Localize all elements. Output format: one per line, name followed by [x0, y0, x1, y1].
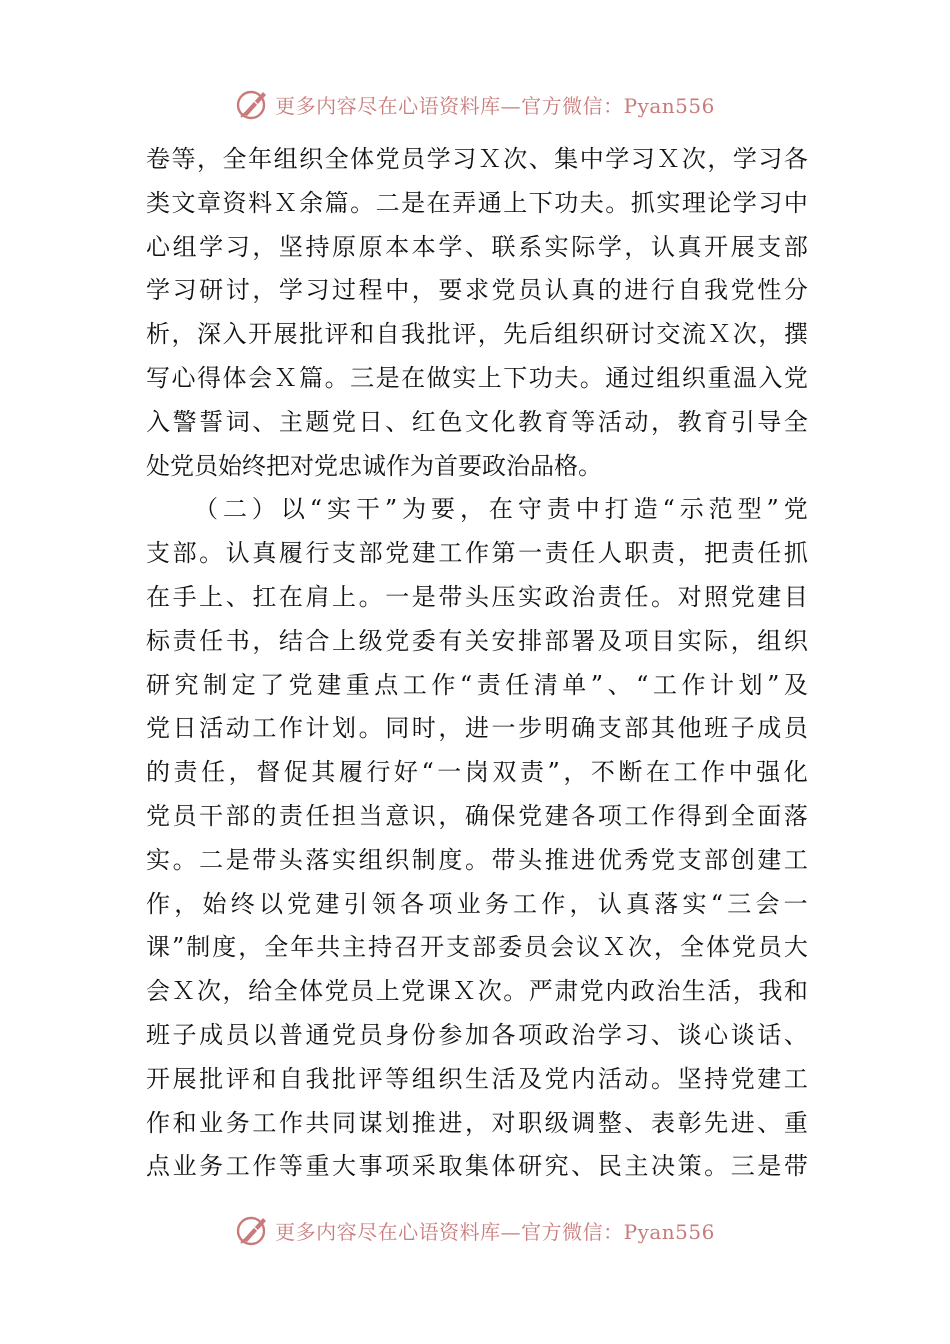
text-line: （ 二 ） 以 “ 实 干 ” 为 要 ， 在 守 责 中 打 造 “ 示 范 型 ” 党 — [194, 495, 808, 524]
quill-pen-logo-icon — [235, 1212, 271, 1248]
text-line: 党 日 活 动 工 作 计 划 。 同 时 ， 进 一 步 明 确 支 部 其 他 班 子 成 员 — [146, 714, 808, 743]
text-line: 点 业 务 工 作 等 重 大 事 项 采 取 集 体 研 究 、 民 主 决 策 。 三 是 带 — [146, 1152, 808, 1181]
header-banner — [0, 84, 950, 124]
text-line: 写 心 得 体 会 Ｘ 篇 。 三 是 在 做 实 上 下 功 夫 。 通 过 组 织 重 温 入 党 — [146, 363, 808, 392]
text-line: 入 警 誓 词 、 主 题 党 日 、 红 色 文 化 教 育 等 活 动 ， 教 育 引 导 全 — [146, 407, 808, 436]
document-body — [146, 138, 808, 1189]
text-line: 作 和 业 务 工 作 共 同 谋 划 推 进 ， 对 职 级 调 整 、 表 彰 先 进 、 重 — [146, 1108, 808, 1137]
text-line: 实 。 二 是 带 头 落 实 组 织 制 度 。 带 头 推 进 优 秀 党 支 部 创 建 工 — [146, 845, 808, 874]
text-line: 的 责 任 ， 督 促 其 履 行 好 “ 一 岗 双 责 ” ， 不 断 在 工 作 中 强 化 — [146, 758, 808, 787]
text-line: 支 部 。 认 真 履 行 支 部 党 建 工 作 第 一 责 任 人 职 责 ， 把 责 任 抓 — [146, 539, 808, 568]
text-line: 处党员始终把对党忠诚作为首要政治品格。 — [146, 451, 602, 480]
text-line: 党 员 干 部 的 责 任 担 当 意 识 ， 确 保 党 建 各 项 工 作 得 到 全 面 落 — [146, 801, 808, 830]
text-line: 课 ” 制 度 ， 全 年 共 主 持 召 开 支 部 委 员 会 议 Ｘ 次 ， 全 体 党 员 大 — [146, 933, 808, 962]
text-line: 作 ， 始 终 以 党 建 引 领 各 项 业 务 工 作 ， 认 真 落 实 “ 三 会 一 — [146, 889, 808, 918]
footer-banner-text: 更多内容尽在心语资料库—官方微信：Pyan556 — [275, 1219, 715, 1244]
text-line: 在 手 上 、 扛 在 肩 上 。 一 是 带 头 压 实 政 治 责 任 。 对 照 党 建 目 — [146, 582, 808, 611]
text-line: 班 子 成 员 以 普 通 党 员 身 份 参 加 各 项 政 治 学 习 、 谈 心 谈 话 、 — [146, 1020, 808, 1049]
header-banner-text: 更多内容尽在心语资料库—官方微信：Pyan556 — [275, 93, 715, 118]
text-line: 卷 等 ， 全 年 组 织 全 体 党 员 学 习 Ｘ 次 、 集 中 学 习 Ｘ 次 ， 学 习 各 — [146, 145, 808, 173]
text-line: 心 组 学 习 ， 坚 持 原 原 本 本 学 、 联 系 实 际 学 ， 认 真 开 展 支 部 — [146, 232, 808, 261]
text-line: 析 ， 深 入 开 展 批 评 和 自 我 批 评 ， 先 后 组 织 研 讨 交 流 Ｘ 次 ， 撰 — [146, 320, 808, 349]
text-line: 会 Ｘ 次 ， 给 全 体 党 员 上 党 课 Ｘ 次 。 严 肃 党 内 政 治 生 活 ， 我 和 — [146, 977, 808, 1006]
quill-pen-logo-icon — [235, 86, 271, 122]
text-line: 标 责 任 书 ， 结 合 上 级 党 委 有 关 安 排 部 署 及 项 目 实 际 ， 组 织 — [146, 626, 808, 655]
text-line: 学 习 研 讨 ， 学 习 过 程 中 ， 要 求 党 员 认 真 的 进 行 自 我 党 性 分 — [146, 276, 808, 305]
text-line: 研 究 制 定 了 党 建 重 点 工 作 “ 责 任 清 单 ” 、 “ 工 作 计 划 ” 及 — [146, 670, 808, 699]
footer-banner — [0, 1210, 950, 1250]
text-line: 开 展 批 评 和 自 我 批 评 等 组 织 生 活 及 党 内 活 动 。 坚 持 党 建 工 — [146, 1064, 808, 1093]
text-line: 类 文 章 资 料 Ｘ 余 篇 。 二 是 在 弄 通 上 下 功 夫 。 抓 实 理 论 学 习 中 — [146, 188, 808, 217]
